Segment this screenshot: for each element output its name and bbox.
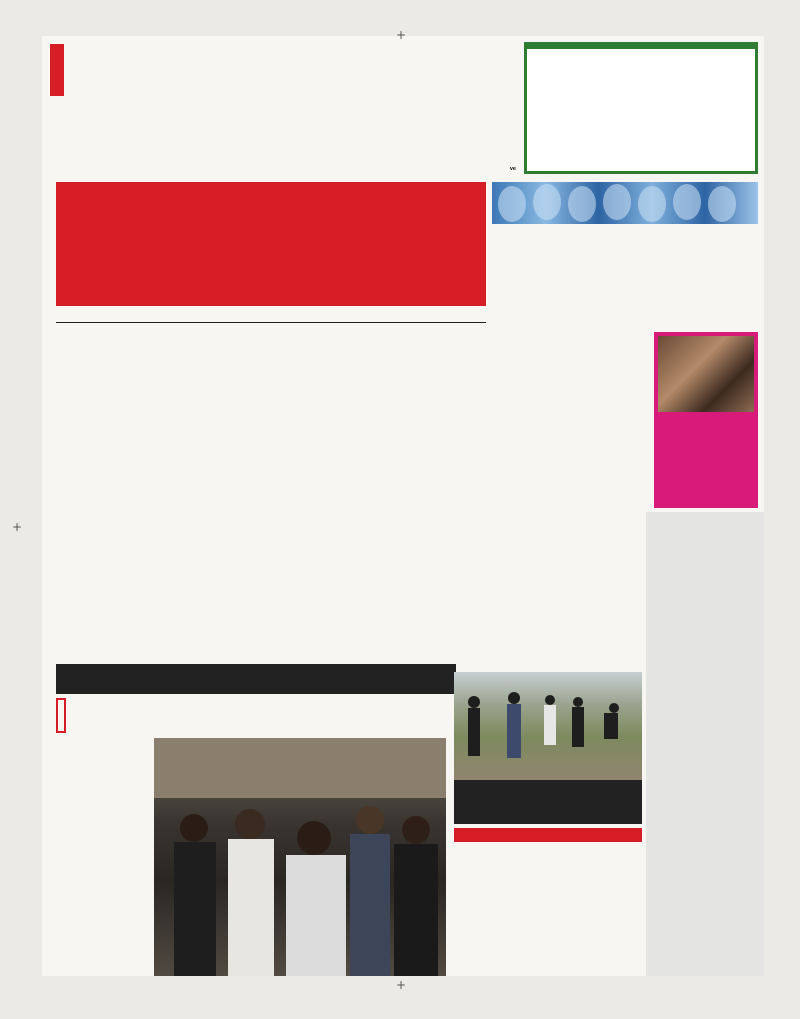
bottom-left-text — [56, 738, 152, 948]
newspaper-front-page — [42, 36, 764, 976]
reenactment-overlay — [454, 780, 642, 824]
registration-mark-top: + — [396, 28, 407, 42]
crowd-people-icon — [154, 738, 446, 976]
masthead-info-bar — [56, 310, 486, 320]
water-bottles-icon — [492, 182, 758, 224]
water-photo — [492, 182, 758, 224]
reenactment-photo — [454, 672, 642, 780]
right-body — [454, 846, 642, 958]
police-officers-icon — [454, 672, 642, 780]
child-supplement-box[interactable] — [654, 332, 758, 508]
top-byline: ve — [509, 166, 516, 172]
water-body — [496, 288, 758, 316]
top-lead — [50, 110, 516, 168]
main-col1 — [56, 582, 346, 654]
court-photo — [154, 738, 446, 976]
right-subhead — [454, 828, 642, 842]
child-photo — [658, 336, 754, 412]
ap-election-box — [524, 42, 758, 174]
side-badge — [50, 44, 64, 96]
sidebar — [646, 512, 764, 976]
child-text — [654, 414, 758, 422]
registration-mark-bottom: + — [396, 978, 407, 992]
masthead — [56, 182, 486, 306]
bottom-headline-boxed — [56, 698, 66, 733]
bottom-kicker — [56, 664, 456, 694]
masthead-rule — [56, 322, 486, 323]
ap-body — [527, 49, 755, 93]
main-col2 — [358, 582, 648, 646]
registration-mark-left: + — [12, 520, 23, 534]
bottom-headline — [56, 700, 456, 732]
